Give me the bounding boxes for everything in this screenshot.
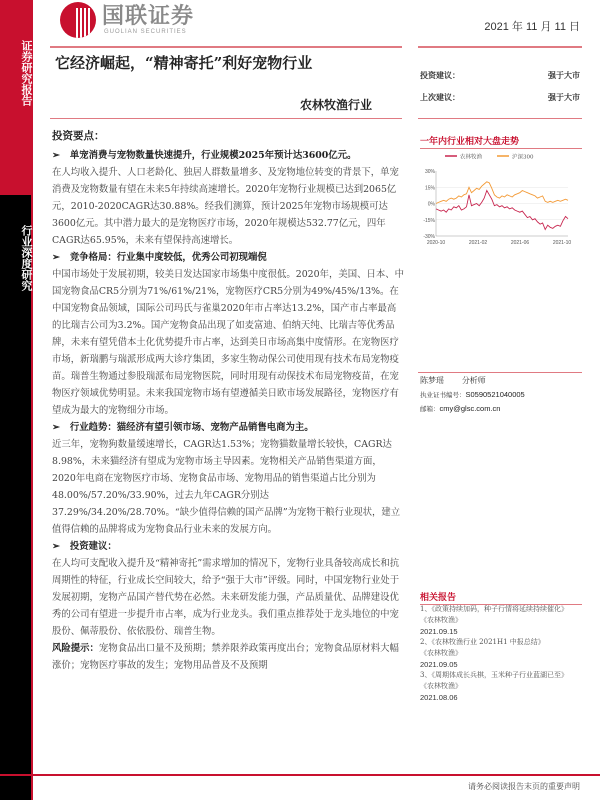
- divider: [418, 46, 582, 48]
- brand-name-cn: 国联证券: [102, 4, 195, 29]
- arrow-icon: ➢: [52, 541, 60, 552]
- investment-highlights: [52, 128, 404, 674]
- legend-label: 沪深300: [512, 154, 534, 161]
- legend-label: 农林牧渔: [460, 154, 483, 161]
- rating-previous: [420, 92, 580, 103]
- list-item[interactable]: 2、《农林牧渔行业 2021H1 中报总结》 《农林牧渔》 2021.09.05: [420, 638, 545, 669]
- y-tick-label: 30%: [424, 169, 435, 175]
- sidebar-report-type: [0, 0, 33, 195]
- divider: [418, 372, 582, 373]
- arrow-icon: ➢: [52, 150, 60, 161]
- page-title: 它经济崛起，“精神寄托”利好宠物行业: [55, 54, 313, 72]
- analyst-email[interactable]: cmy@glsc.com.cn: [439, 404, 501, 413]
- y-tick-label: 15%: [424, 185, 435, 192]
- x-tick-label: 2021-06: [510, 240, 530, 246]
- x-tick-label: 2021-10: [552, 240, 572, 246]
- related-reports-title: 相关报告: [420, 590, 582, 605]
- y-tick-label: -30%: [423, 234, 435, 240]
- bullet-title: ➢ 竞争格局：行业集中度较低，优秀公司初现端倪: [52, 252, 267, 263]
- bullet-body: 在人均可支配收入提升及“精神寄托”需求增加的情况下，宠物行业具备较高成长和抗周期性的特征，行业成长空间较大，给予“强于大市”评级。同时，中国宠物行业处于发展初期，宠物产品国产替代势在必然。未来研发能力强，产品质量优、品牌建设优秀的公司有望进一步提升市占率，成为行业龙头。我们重点推荐处于龙头地位的中宠股份、佩蒂股份、依依股份、瑞普生物。: [52, 558, 400, 637]
- footer-divider: [0, 774, 600, 776]
- sidebar-report-category: [0, 195, 33, 800]
- sidebar-top-label: 证券研究报告: [20, 40, 33, 106]
- bullet-body: 中国市场处于发展初期，较美日发达国家市场集中度很低。2020年，美国、日本、中国宠物食品CR5分别为71%/61%/21%，宠物医疗CR5分别为49%/45%/13%。在中国宠物食品领域，国际公司玛氏与雀巢2020年市占率达13.2%，国产市占率最高的比瑞吉公司为3.2%。国产宠物食品出现了如麦富迪、伯纳天纯、比瑞吉等优秀品牌，未来有望凭借本土化优势提升市占率，达到美日市场高集中度情形。在宠物医疗市场，新瑞鹏与瑞派形成两大诊疗集团，多家生物动保公司使用现有技术布局宠物疫苗。瑞普生物通过参股瑞派布局宠物医院，同时用现有动保技术布局宠物疫苗，在宠物医疗领域优势明显。未来我国宠物市场有望遵循美日欧市场发展路径，宠物医疗有望成为最大的宠物细分市场。: [52, 269, 404, 416]
- rating-current: [420, 70, 580, 81]
- arrow-icon: ➢: [52, 422, 60, 433]
- bullet-title: ➢ 投资建议：: [52, 541, 117, 552]
- bullet-body: 在人均收入提升、人口老龄化、独居人群数量增多、及宠物地位转变的背景下，单宠消费及宠物数量有望在未来5年持续高速增长。2020年宠物行业规模已达到2065亿元，2010-2020CAGR达30.88%。经我们测算，预计2025年宠物市场规模可达3600亿元。其中潜力最大的是宠物医疗市场，2020年规模达532.77亿元，四年CAGR达65.95%，未来有望保持高速增长。: [52, 167, 399, 246]
- footer-disclaimer: 请务必阅读报告末页的重要声明: [468, 782, 580, 791]
- relative-performance-chart: [420, 148, 585, 248]
- y-tick-label: 0%: [427, 201, 435, 208]
- logo-icon: [60, 2, 96, 38]
- divider: [50, 46, 402, 48]
- series-line-沪深300: [436, 182, 568, 204]
- chart-section-title: 一年内行业相对大盘走势: [420, 134, 582, 149]
- sidebar-bottom-label: 行业深度研究: [20, 225, 33, 291]
- x-tick-label: 2021-02: [468, 240, 488, 246]
- bullet-body: 近三年，宠物狗数量缓速增长，CAGR达1.53%；宠物猫数量增长较快，CAGR达8.98%，未来猫经济有望成为宠物市场主导因素。宠物相关产品销售渠道方面，2020年电商在宠物医疗市场、宠物食品市场、宠物用品的销售渠道占比分别为48.00%/57.20%/33.90%，过去九年CAGR分别达37.29%/34.20%/28.70%。“缺少值得信赖的国产品牌”为宠物干粮行业现状，建立值得信赖的品牌将成为宠物食品行业未来的发展方向。: [52, 439, 401, 535]
- rating-current-label: 投资建议：: [420, 70, 460, 80]
- industry-label: 农林牧渔行业: [300, 98, 373, 112]
- arrow-icon: ➢: [52, 252, 60, 263]
- divider: [418, 118, 582, 119]
- rating-current-value: 强于大市: [548, 70, 580, 80]
- analyst-info: 陈梦瑶 分析师 执业证书编号：S0590521040005 邮箱：cmy@glsc.com.cn: [420, 376, 525, 413]
- analyst-cert-no: S0590521040005: [465, 390, 525, 399]
- bullet-title: ➢ 行业趋势：猫经济有望引领市场、宠物产品销售电商为主。: [52, 422, 314, 433]
- x-tick-label: 2020-10: [426, 240, 446, 246]
- analyst-name: 陈梦瑶: [420, 376, 444, 385]
- section-heading: 投资要点：: [52, 130, 105, 142]
- rating-previous-label: 上次建议：: [420, 92, 460, 102]
- risk-warning: 风险提示：宠物食品出口量不及预期；禁养限养政策再度出台；宠物食品原材料大幅涨价；宠物医疗事故的发生；宠物用品普及不及预期: [52, 643, 399, 671]
- related-reports-list: [420, 604, 585, 703]
- brand-logo: [60, 2, 194, 38]
- bullet-title: ➢ 单宠消费与宠物数量快速提升，行业规模2025年预计达3600亿元。: [52, 150, 357, 161]
- analyst-role: 分析师: [461, 376, 486, 385]
- list-item[interactable]: 1、《政策持续加码，种子行情将延续持续催化》 《农林牧渔》 2021.09.15: [420, 605, 568, 636]
- divider: [50, 118, 402, 119]
- brand-name-en: GUOLIAN SECURITIES: [104, 29, 187, 35]
- y-tick-label: -15%: [423, 217, 435, 224]
- list-item[interactable]: 3、《周期体成长兵棋，玉米种子行业蓝湖已至》 《农林牧渔》 2021.08.06: [420, 671, 568, 702]
- rating-previous-value: 强于大市: [548, 92, 580, 102]
- report-date: 2021 年 11 月 11 日: [484, 21, 580, 33]
